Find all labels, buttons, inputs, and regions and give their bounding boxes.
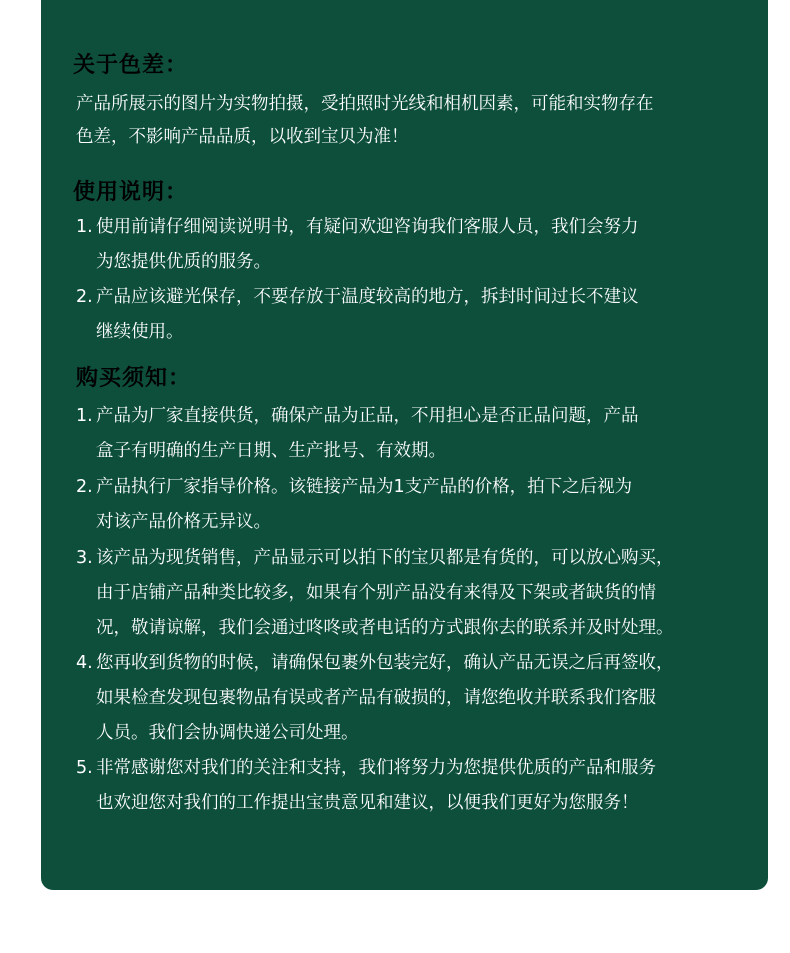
paragraph-line: 产品所展示的图片为实物拍摄，受拍照时光线和相机因素，可能和实物存在 <box>76 94 654 114</box>
item-number: 4. <box>76 653 93 673</box>
item-text: 产品应该避光保存，不要存放于温度较高的地方，拆封时间过长不建议 <box>96 287 639 307</box>
item-number: 2. <box>76 477 93 497</box>
section-title-purchase-notice: 购买须知： <box>76 366 192 391</box>
item-text: 该产品为现货销售，产品显示可以拍下的宝贝都是有货的，可以放心购买， <box>96 548 674 568</box>
item-text: 由于店铺产品种类比较多，如果有个别产品没有来得及下架或者缺货的情 <box>96 583 656 603</box>
item-number: 5. <box>76 758 93 778</box>
section-title-usage: 使用说明： <box>73 180 189 205</box>
item-number: 1. <box>76 406 93 426</box>
list-item <box>76 646 776 751</box>
list-item <box>76 210 776 280</box>
item-text: 产品执行厂家指导价格。该链接产品为1支产品的价格，拍下之后视为 <box>96 477 633 497</box>
item-text: 盒子有明确的生产日期、生产批号、有效期。 <box>96 441 446 461</box>
item-text: 也欢迎您对我们的工作提出宝贵意见和建议，以便我们更好为您服务！ <box>96 793 639 813</box>
list-item <box>76 470 776 540</box>
item-text: 为您提供优质的服务。 <box>96 252 271 272</box>
item-text: 使用前请仔细阅读说明书，有疑问欢迎咨询我们客服人员，我们会努力 <box>96 217 639 237</box>
item-number: 2. <box>76 287 93 307</box>
item-text: 对该产品价格无异议。 <box>96 512 271 532</box>
paragraph-line: 色差，不影响产品品质，以收到宝贝为准！ <box>76 127 409 147</box>
item-text: 产品为厂家直接供货，确保产品为正品，不用担心是否正品问题，产品 <box>96 406 639 426</box>
item-text: 如果检查发现包裹物品有误或者产品有破损的，请您绝收并联系我们客服 <box>96 688 656 708</box>
item-text: 况，敬请谅解，我们会通过咚咚或者电话的方式跟你去的联系并及时处理。 <box>96 618 674 638</box>
item-text: 继续使用。 <box>96 322 184 342</box>
item-text: 您再收到货物的时候，请确保包裹外包装完好，确认产品无误之后再签收， <box>96 653 674 673</box>
item-number: 1. <box>76 217 93 237</box>
item-text: 人员。我们会协调快递公司处理。 <box>96 723 359 743</box>
list-item <box>76 541 776 646</box>
list-item <box>76 751 776 821</box>
color-difference-text <box>76 88 776 154</box>
item-text: 非常感谢您对我们的关注和支持，我们将努力为您提供优质的产品和服务 <box>96 758 656 778</box>
section-title-color-difference: 关于色差： <box>73 53 189 78</box>
item-number: 3. <box>76 548 93 568</box>
list-item <box>76 399 776 469</box>
list-item <box>76 280 776 350</box>
